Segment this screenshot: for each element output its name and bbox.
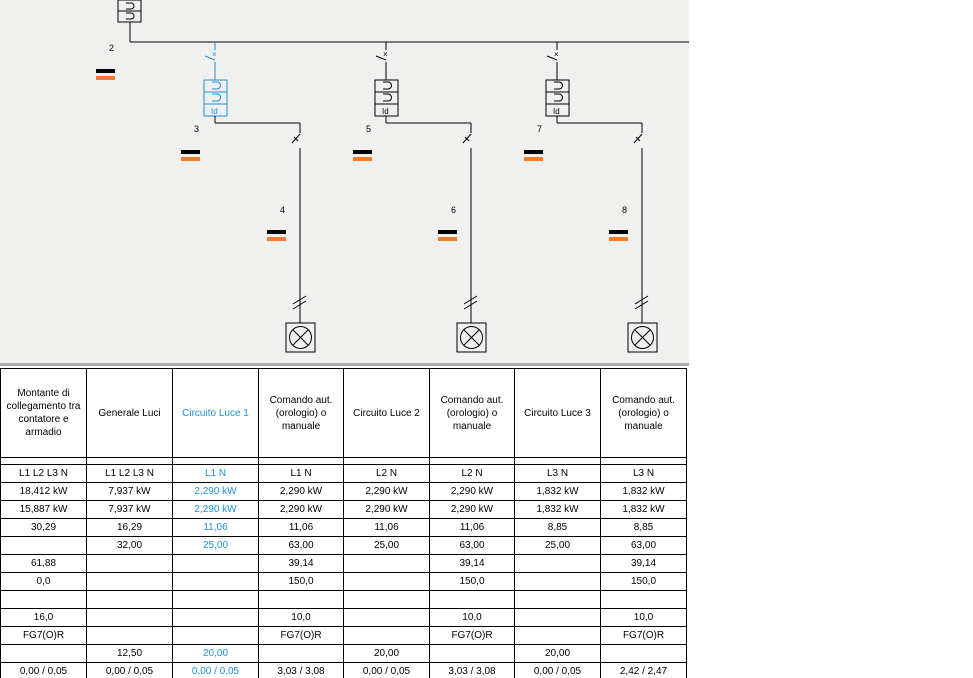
table-cell[interactable]: 10,0 (601, 609, 687, 627)
table-cell[interactable]: Circuito Luce 1 (173, 369, 259, 458)
table-cell[interactable] (344, 458, 430, 465)
load-1[interactable] (286, 123, 315, 352)
table-cell[interactable]: L3 N (515, 465, 601, 483)
node-label: 6 (451, 205, 457, 215)
table-cell[interactable]: 3,03 / 3,08 (259, 663, 344, 678)
cable-tag (353, 150, 372, 161)
table-cell[interactable]: 15,887 kW (1, 501, 87, 519)
table-cell[interactable] (1, 645, 87, 663)
circuit-table-panel (0, 366, 689, 678)
table-cell[interactable] (515, 627, 601, 645)
node-label: 3 (194, 124, 200, 134)
table-cell[interactable]: FG7(O)R (430, 627, 515, 645)
phase-row (1, 465, 687, 483)
cable-tag (96, 69, 115, 80)
table-cell[interactable] (344, 591, 430, 609)
table-cell[interactable] (601, 458, 687, 465)
table-cell[interactable]: 16,0 (1, 609, 87, 627)
cable-tag (524, 150, 543, 161)
main-breaker-symbol[interactable] (118, 0, 141, 42)
table-cell[interactable]: 0,00 / 0,05 (87, 663, 173, 678)
svg-text:Id: Id (553, 107, 560, 116)
svg-text:Id: Id (382, 107, 389, 116)
table-cell[interactable] (87, 609, 173, 627)
cable-row (1, 627, 687, 645)
table-cell[interactable]: 63,00 (430, 537, 515, 555)
table-cell[interactable]: FG7(O)R (1, 627, 87, 645)
table-cell[interactable] (430, 591, 515, 609)
table-cell[interactable] (515, 591, 601, 609)
table-cell[interactable]: 61,88 (1, 555, 87, 573)
table-cell[interactable]: L2 N (344, 465, 430, 483)
table-cell[interactable]: 7,937 kW (87, 501, 173, 519)
table-cell[interactable]: 12,50 (87, 645, 173, 663)
table-cell[interactable]: L3 N (601, 465, 687, 483)
cable-tag (438, 230, 457, 241)
table-cell[interactable]: Comando aut.(orologio) o manuale (259, 369, 344, 458)
table-cell[interactable]: 0,00 / 0,05 (1, 663, 87, 678)
voltage-drop-row (1, 663, 687, 678)
table-cell[interactable]: L1 N (259, 465, 344, 483)
table-cell[interactable] (87, 591, 173, 609)
table-cell[interactable]: 25,00 (515, 537, 601, 555)
table-cell[interactable]: 150,0 (430, 573, 515, 591)
svg-text:×: × (212, 50, 217, 59)
empty-area (689, 0, 973, 678)
table-cell[interactable] (515, 573, 601, 591)
node-label: 4 (280, 205, 286, 215)
svg-text:×: × (554, 50, 559, 59)
table-cell[interactable]: 16,29 (87, 519, 173, 537)
table-cell[interactable]: 1,832 kW (515, 483, 601, 501)
circuit-table (0, 368, 687, 678)
table-cell[interactable]: 39,14 (259, 555, 344, 573)
table-cell[interactable] (173, 458, 259, 465)
branch-3[interactable] (546, 42, 642, 123)
table-cell[interactable]: 63,00 (601, 537, 687, 555)
table-cell[interactable]: 11,06 (430, 519, 515, 537)
table-cell[interactable]: 2,290 kW (344, 501, 430, 519)
table-cell[interactable]: L1 L2 L3 N (87, 465, 173, 483)
table-cell[interactable]: 0,00 / 0,05 (344, 663, 430, 678)
table-cell[interactable]: 11,06 (173, 519, 259, 537)
table-cell[interactable]: 25,00 (173, 537, 259, 555)
node-label: 2 (109, 43, 115, 53)
table-cell[interactable]: FG7(O)R (601, 627, 687, 645)
table-cell[interactable]: 2,42 / 2,47 (601, 663, 687, 678)
table-cell[interactable]: Montante di collegamento tra contatore e armadio (1, 369, 87, 458)
cable-tag (267, 230, 286, 241)
table-cell[interactable]: Generale Luci (87, 369, 173, 458)
table-cell[interactable] (87, 627, 173, 645)
table-cell[interactable] (430, 645, 515, 663)
node-label: 5 (366, 124, 372, 134)
table-cell[interactable]: 18,412 kW (1, 483, 87, 501)
table-cell[interactable]: 25,00 (344, 537, 430, 555)
table-cell[interactable] (1, 458, 87, 465)
power-row (1, 501, 687, 519)
length-row (1, 573, 687, 591)
table-cell[interactable] (344, 573, 430, 591)
node-label: 7 (537, 124, 543, 134)
table-cell[interactable]: 39,14 (430, 555, 515, 573)
table-cell[interactable]: 2,290 kW (430, 501, 515, 519)
table-cell[interactable]: 11,06 (344, 519, 430, 537)
table-cell[interactable]: 2,290 kW (430, 483, 515, 501)
table-cell[interactable]: 0,0 (1, 573, 87, 591)
branch-1[interactable] (204, 42, 300, 123)
table-cell[interactable] (173, 591, 259, 609)
load-2[interactable] (457, 123, 486, 352)
table-cell[interactable] (173, 609, 259, 627)
table-cell[interactable]: Circuito Luce 2 (344, 369, 430, 458)
table-cell[interactable] (344, 609, 430, 627)
table-cell[interactable]: 39,14 (601, 555, 687, 573)
table-cell[interactable]: 7,937 kW (87, 483, 173, 501)
table-cell[interactable]: 8,85 (515, 519, 601, 537)
table-cell[interactable]: Comando aut.(orologio) o manuale (601, 369, 687, 458)
table-cell[interactable] (601, 645, 687, 663)
table-cell[interactable]: 1,832 kW (515, 501, 601, 519)
table-cell[interactable] (344, 627, 430, 645)
rating-row (1, 537, 687, 555)
table-cell[interactable]: 10,0 (430, 609, 515, 627)
branch-2[interactable] (375, 42, 471, 123)
spacer-row (1, 458, 687, 465)
table-cell[interactable] (173, 555, 259, 573)
cable-tag (609, 230, 628, 241)
table-cell[interactable] (1, 537, 87, 555)
table-cell[interactable]: 10,0 (259, 609, 344, 627)
table-cell[interactable]: Circuito Luce 3 (515, 369, 601, 458)
table-cell[interactable]: 2,290 kW (344, 483, 430, 501)
empty-row (1, 591, 687, 609)
table-cell[interactable]: 1,832 kW (601, 483, 687, 501)
table-cell[interactable]: 20,00 (173, 645, 259, 663)
table-cell[interactable] (173, 573, 259, 591)
cable-tag (181, 150, 200, 161)
table-cell[interactable]: 2,290 kW (259, 483, 344, 501)
current-row (1, 519, 687, 537)
section-row (1, 609, 687, 627)
capacity-row (1, 555, 687, 573)
table-cell[interactable]: 32,00 (87, 537, 173, 555)
table-cell[interactable]: 1,832 kW (601, 501, 687, 519)
residual-row (1, 645, 687, 663)
table-cell[interactable]: 150,0 (601, 573, 687, 591)
table-cell[interactable] (1, 591, 87, 609)
table-cell[interactable]: FG7(O)R (259, 627, 344, 645)
table-cell[interactable]: 3,03 / 3,08 (430, 663, 515, 678)
table-cell[interactable] (601, 591, 687, 609)
schematic-canvas[interactable] (0, 0, 689, 364)
table-cell[interactable]: 20,00 (515, 645, 601, 663)
node-label: 8 (622, 205, 628, 215)
table-cell[interactable]: 2,290 kW (173, 483, 259, 501)
table-cell[interactable]: L1 L2 L3 N (1, 465, 87, 483)
table-cell[interactable]: L1 N (173, 465, 259, 483)
table-cell[interactable]: 8,85 (601, 519, 687, 537)
table-cell[interactable] (259, 591, 344, 609)
table-cell[interactable]: Comando aut.(orologio) o manuale (430, 369, 515, 458)
svg-text:Id: Id (211, 107, 218, 116)
table-cell[interactable]: 0,00 / 0,05 (173, 663, 259, 678)
header-row (1, 369, 687, 458)
table-cell[interactable]: 0,00 / 0,05 (515, 663, 601, 678)
table-cell[interactable] (87, 458, 173, 465)
table-cell[interactable]: 11,06 (259, 519, 344, 537)
table-cell[interactable]: 20,00 (344, 645, 430, 663)
power-row (1, 483, 687, 501)
table-cell[interactable] (344, 555, 430, 573)
table-cell[interactable] (515, 609, 601, 627)
table-cell[interactable]: 30,29 (1, 519, 87, 537)
single-line-diagram (0, 0, 689, 364)
table-cell[interactable] (259, 645, 344, 663)
table-cell[interactable]: L2 N (430, 465, 515, 483)
table-cell[interactable] (173, 627, 259, 645)
load-3[interactable] (628, 123, 657, 352)
table-cell[interactable] (87, 555, 173, 573)
table-cell[interactable]: 63,00 (259, 537, 344, 555)
table-cell[interactable]: 150,0 (259, 573, 344, 591)
table-cell[interactable]: 2,290 kW (173, 501, 259, 519)
table-cell[interactable] (259, 458, 344, 465)
table-cell[interactable] (430, 458, 515, 465)
table-cell[interactable] (515, 458, 601, 465)
table-cell[interactable] (515, 555, 601, 573)
table-cell[interactable]: 2,290 kW (259, 501, 344, 519)
svg-text:×: × (383, 50, 388, 59)
table-cell[interactable] (87, 573, 173, 591)
